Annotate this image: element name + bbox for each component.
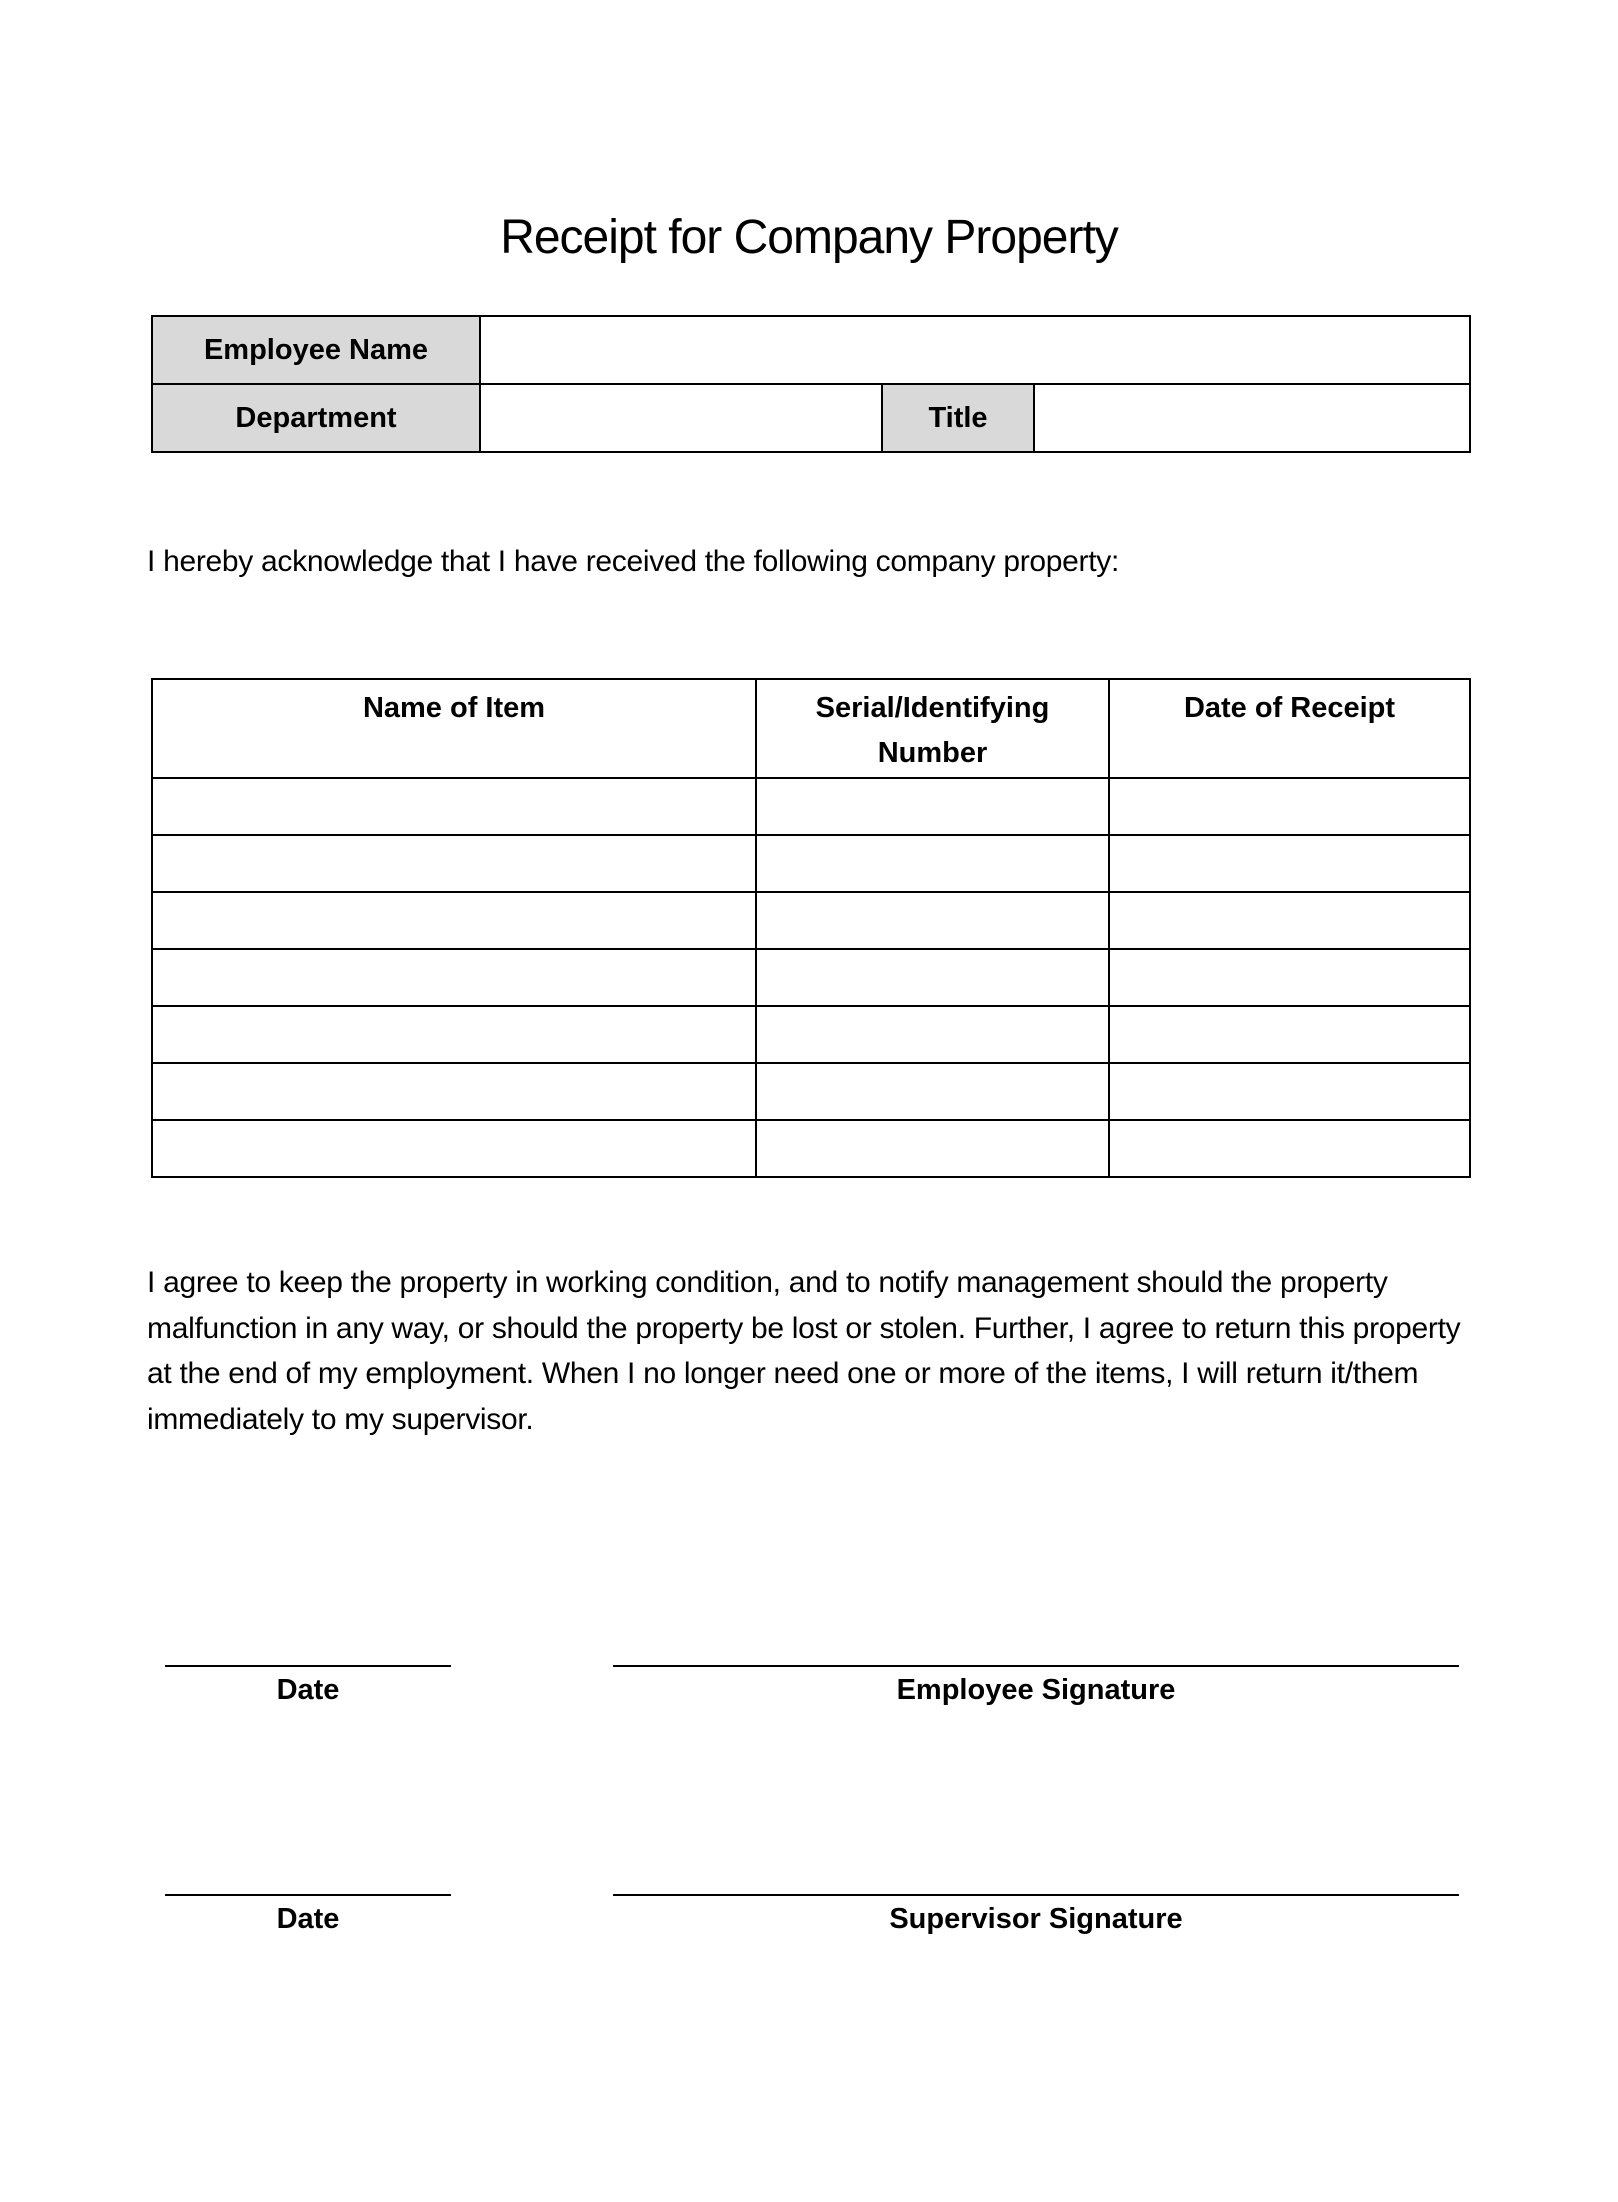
item-name-cell[interactable]: [152, 1063, 756, 1120]
table-row: [152, 1063, 1470, 1120]
serial-number-cell[interactable]: [756, 949, 1109, 1006]
employee-name-field[interactable]: [480, 316, 1470, 384]
employee-info-table: [151, 315, 1471, 453]
property-items-table: [151, 678, 1471, 1178]
serial-number-cell[interactable]: [756, 1063, 1109, 1120]
department-label: Department: [152, 384, 480, 452]
item-name-cell[interactable]: [152, 892, 756, 949]
date-of-receipt-cell[interactable]: [1109, 1063, 1470, 1120]
date-signature-line-1[interactable]: [165, 1665, 451, 1667]
item-name-cell[interactable]: [152, 949, 756, 1006]
column-header-serial-number: Serial/Identifying Number: [756, 679, 1109, 778]
item-name-cell[interactable]: [152, 778, 756, 835]
agreement-text: I agree to keep the property in working condition, and to notify management should the property malfunction in any way, or should the property be lost or stolen. Further, I agree to return this property at the end of my employment. When I no longer need one or more of the items, I will return it/them immediately to my supervisor.: [147, 1266, 1461, 1437]
document-title: Receipt for Company Property: [500, 211, 1118, 264]
serial-number-cell[interactable]: [756, 1006, 1109, 1063]
item-name-cell[interactable]: [152, 1006, 756, 1063]
employee-signature-line[interactable]: [613, 1665, 1459, 1667]
table-row: [152, 1006, 1470, 1063]
column-header-date-of-receipt: Date of Receipt: [1109, 679, 1470, 778]
table-row: [152, 949, 1470, 1006]
employee-name-label: Employee Name: [152, 316, 480, 384]
table-row: [152, 892, 1470, 949]
acknowledgement-text: I hereby acknowledge that I have received the following company property:: [147, 545, 1120, 578]
item-name-cell[interactable]: [152, 835, 756, 892]
date-label-1: Date: [276, 1674, 340, 1706]
date-of-receipt-cell[interactable]: [1109, 892, 1470, 949]
date-signature-line-2[interactable]: [165, 1894, 451, 1896]
serial-number-cell[interactable]: [756, 778, 1109, 835]
column-header-item-name: Name of Item: [152, 679, 756, 778]
serial-number-cell[interactable]: [756, 1120, 1109, 1177]
supervisor-signature-line[interactable]: [613, 1894, 1459, 1896]
title-label: Title: [882, 384, 1034, 452]
title-field[interactable]: [1034, 384, 1470, 452]
serial-number-cell[interactable]: [756, 835, 1109, 892]
date-of-receipt-cell[interactable]: [1109, 1120, 1470, 1177]
department-field[interactable]: [480, 384, 882, 452]
serial-number-cell[interactable]: [756, 892, 1109, 949]
date-of-receipt-cell[interactable]: [1109, 835, 1470, 892]
item-name-cell[interactable]: [152, 1120, 756, 1177]
employee-signature-label: Employee Signature: [896, 1674, 1176, 1706]
date-of-receipt-cell[interactable]: [1109, 949, 1470, 1006]
table-row: [152, 778, 1470, 835]
date-of-receipt-cell[interactable]: [1109, 778, 1470, 835]
table-row: [152, 1120, 1470, 1177]
table-row: [152, 835, 1470, 892]
date-of-receipt-cell[interactable]: [1109, 1006, 1470, 1063]
supervisor-signature-label: Supervisor Signature: [889, 1903, 1183, 1935]
date-label-2: Date: [276, 1903, 340, 1935]
